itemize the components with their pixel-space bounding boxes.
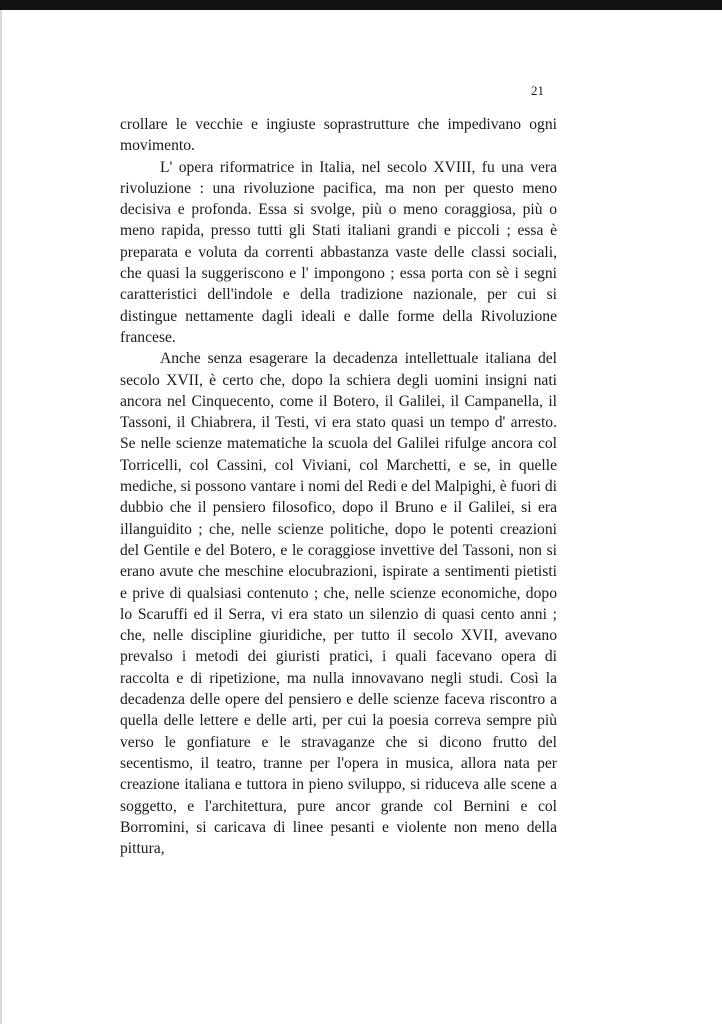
page-number: 21 — [531, 83, 544, 98]
scan-top-border — [0, 0, 722, 10]
paragraph-1: crollare le vecchie e ingiuste soprastrutture che impedivano ogni movimento. — [120, 116, 557, 155]
scan-left-edge — [0, 10, 2, 1024]
paragraph-2: L' opera riformatrice in Italia, nel secolo XVIII, fu una vera rivoluzione : una rivoluzione pacifica, ma non per questo meno decisiva e profonda. Essa si svolge, più o meno coraggiosa, più o meno rapida, presso tutti gli Stati italiani grandi e piccoli ; essa è preparata e voluta da correnti abbastanza vaste delle classi sociali, che quasi la suggeriscono e l' impongono ; essa porta con sè i segni caratteristici dell'indole e della tradizione nazionale, per cui si distingue nettamente dagli ideali e dalle forme della Rivoluzione francese. — [120, 158, 557, 346]
paragraph-3: Anche senza esagerare la decadenza intellettuale italiana del secolo XVII, è certo che, dopo la schiera degli uomini insigni nati ancora nel Cinquecento, come il Botero, il Galilei, il Campanella, il Tassoni, il Chiabrera, il Testi, vi era stato quasi un tempo d' arresto. Se nelle scienze matematiche la scuola del Galilei rifulge ancora col Torricelli, col Cassini, col Viviani, col Marchetti, e se, in quelle mediche, si possono vantare i nomi del Redi e del Malpighi, è fuori di dubbio che il pensiero filosofico, dopo il Bruno e il Galilei, si era illanguidito ; che, nelle scienze politiche, dopo le potenti creazioni del Gentile e del Botero, e le coraggiose invettive del Tassoni, non si erano avute che meschine elocubrazioni, ispirate a sentimenti pietisti e prive di qualsiasi contenuto ; che, nelle scienze economiche, dopo lo Scaruffi ed il Serra, vi era stato un silenzio di quasi cento anni ; che, nelle discipline giuridiche, per tutto il secolo XVII, avevano prevalso i metodi dei giuristi pratici, i quali facevano opera di raccolta e di ripetizione, ma nulla innovavano negli studi. Così la decadenza delle opere del pensiero e delle scienze faceva riscontro a quella delle lettere e delle arti, per cui la poesia correva sempre più verso le gonfiature e le stravaganze che si dicono frutto del secentismo, il teatro, tranne per l'opera in musica, allora nata per creazione italiana e tuttora in pieno sviluppo, si riduceva alle scene a soggetto, e l'architettura, pure ancor grande col Bernini e col Borromini, si caricava di linee pesanti e violente non meno della pittura, — [120, 350, 557, 858]
body-text — [120, 114, 557, 859]
